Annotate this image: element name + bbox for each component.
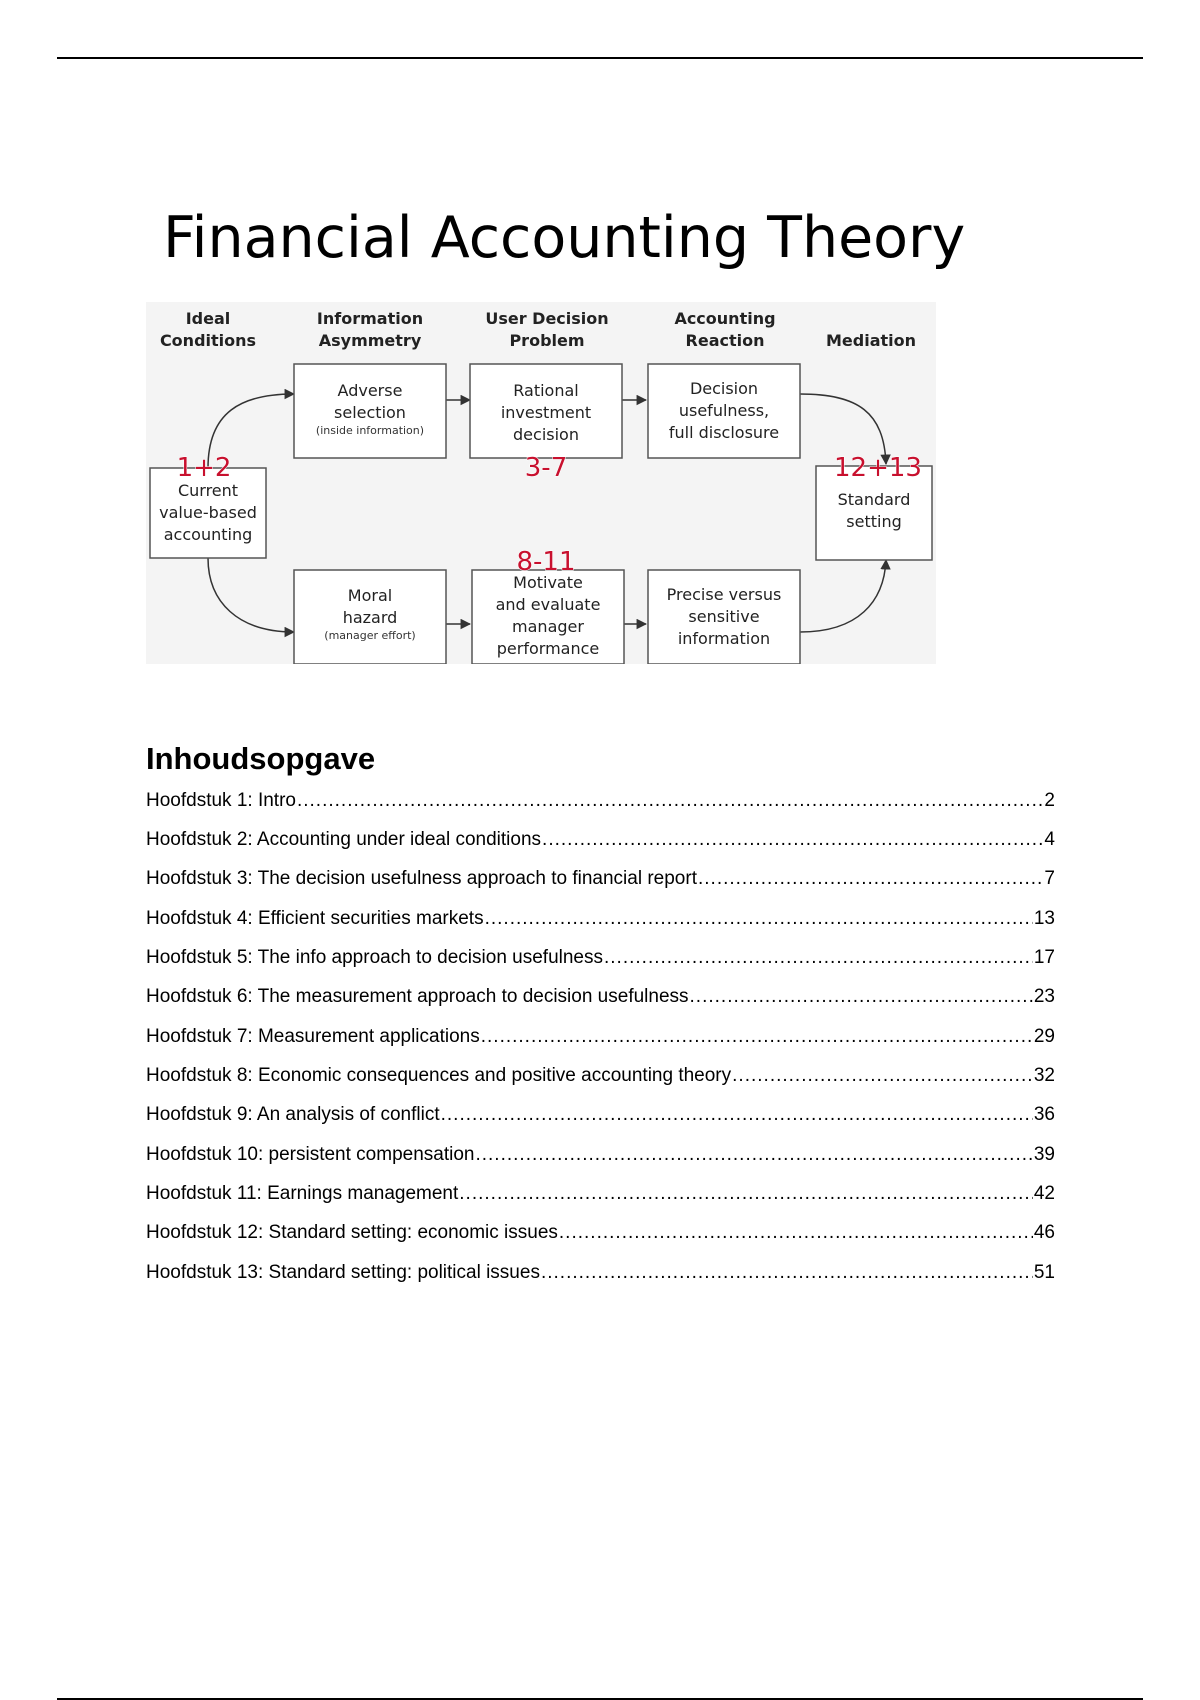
toc-heading: Inhoudsopgave [146,741,376,776]
badge-chapters-8-11: 8-11 [516,547,576,577]
toc-dot-leader [475,1144,1032,1166]
header-user-line2: Problem [509,331,585,350]
precise-line1: Precise versus [666,585,782,604]
moral-line2: hazard [342,608,398,627]
toc-entry[interactable] [146,908,1055,936]
motivate-line4: performance [496,639,600,658]
toc-entry[interactable] [146,829,1055,857]
toc-entry[interactable] [146,790,1055,818]
diagram-svg [146,302,936,664]
header-ideal-line1: Ideal [185,309,231,328]
toc-dot-leader [541,1262,1033,1284]
header-mediation: Mediation [825,331,917,350]
toc-dot-leader [441,1104,1033,1126]
standard-line1: Standard [837,490,911,509]
toc-entry[interactable] [146,986,1055,1014]
toc-entry[interactable] [146,1065,1055,1093]
toc-entry-label: Hoofdstuk 8: Economic consequences and positive accounting theory [146,1065,732,1086]
column-headers [160,309,916,350]
toc-dot-leader [690,986,1033,1008]
box-moral-hazard [294,570,446,664]
toc-entry-label: Hoofdstuk 11: Earnings management [146,1183,459,1204]
box-adverse-selection [294,364,446,458]
rational-line3: decision [513,425,579,444]
adverse-note: (inside information) [315,424,425,437]
toc-entry-label: Hoofdstuk 13: Standard setting: political issues [146,1262,540,1283]
toc-dot-leader [698,868,1043,890]
toc-entry-label: Hoofdstuk 2: Accounting under ideal conditions [146,829,542,850]
box-decision-usefulness [648,364,800,458]
motivate-line3: manager [512,617,584,636]
toc-entry-label: Hoofdstuk 5: The info approach to decision usefulness [146,947,603,968]
toc-entry-page: 39 [1033,1144,1055,1165]
toc-entry[interactable] [146,1222,1055,1250]
header-info-line2: Asymmetry [318,331,422,350]
toc-entry[interactable] [146,1183,1055,1211]
current-line1: Current [177,481,239,500]
toc-entry-page: 51 [1033,1262,1055,1283]
toc-dot-leader [459,1183,1033,1205]
header-ideal-line2: Conditions [159,331,257,350]
toc-dot-leader [559,1222,1033,1244]
toc-entry[interactable] [146,1104,1055,1132]
toc-entry-label: Hoofdstuk 9: An analysis of conflict [146,1104,440,1125]
rational-line2: investment [500,403,592,422]
moral-note: (manager effort) [324,629,416,642]
toc-entry-page: 46 [1033,1222,1055,1243]
toc-entry-page: 17 [1033,947,1055,968]
toc-entry[interactable] [146,1026,1055,1054]
current-line2: value-based [159,503,257,522]
accounting-theory-diagram [146,302,936,664]
decision-line2: usefulness, [678,401,770,420]
toc-dot-leader [604,947,1033,969]
badge-chapters-12-13: 12+13 [834,453,922,483]
header-accounting-line2: Reaction [685,331,765,350]
decision-line3: full disclosure [668,423,780,442]
header-rule [57,57,1143,59]
badge-chapters-3-7: 3-7 [524,453,568,483]
decision-line1: Decision [689,379,759,398]
adverse-line1: Adverse [337,381,403,400]
toc-dot-leader [481,1026,1033,1048]
header-user-line1: User Decision [485,309,609,328]
motivate-line2: and evaluate [495,595,601,614]
motivate-line1: Motivate [513,573,583,592]
toc-entry[interactable] [146,1144,1055,1172]
toc-entry-page: 36 [1033,1104,1055,1125]
toc-entry-page: 4 [1044,829,1055,850]
toc-entry-page: 29 [1033,1026,1055,1047]
moral-line1: Moral [347,586,393,605]
toc-entry[interactable] [146,947,1055,975]
toc-entry-page: 2 [1044,790,1055,811]
toc-entry-page: 32 [1033,1065,1055,1086]
precise-line3: information [677,629,771,648]
toc-entry-label: Hoofdstuk 6: The measurement approach to decision usefulness [146,986,689,1007]
rational-line1: Rational [513,381,579,400]
toc-entry-page: 23 [1033,986,1055,1007]
precise-line2: sensitive [688,607,760,626]
toc-entry[interactable] [146,868,1055,896]
arrow-precise-to-standard [800,560,886,632]
toc-entry-label: Hoofdstuk 3: The decision usefulness approach to financial report [146,868,697,889]
toc-entry-label: Hoofdstuk 4: Efficient securities markets [146,908,484,929]
toc-entry-label: Hoofdstuk 12: Standard setting: economic issues [146,1222,558,1243]
arrow-current-to-moral [208,558,294,632]
header-info-line1: Information [316,309,424,328]
toc-dot-leader [485,908,1033,930]
header-accounting-line1: Accounting [674,309,776,328]
document-title: Financial Accounting Theory [163,205,966,271]
toc-dot-leader [732,1065,1033,1087]
toc-entry-label: Hoofdstuk 7: Measurement applications [146,1026,480,1047]
toc-entry-page: 42 [1033,1183,1055,1204]
toc-entry-label: Hoofdstuk 1: Intro [146,790,296,811]
box-motivate-evaluate [472,570,624,664]
toc-dot-leader [542,829,1043,851]
toc-dot-leader [297,790,1043,812]
toc-entry-label: Hoofdstuk 10: persistent compensation [146,1144,475,1165]
toc-entry-page: 7 [1044,868,1055,889]
toc-entry[interactable] [146,1262,1055,1290]
current-line3: accounting [163,525,253,544]
standard-line2: setting [846,512,902,531]
toc-entry-page: 13 [1033,908,1055,929]
box-rational-decision [470,364,622,458]
badge-chapters-1-2: 1+2 [176,453,232,483]
adverse-line2: selection [334,403,406,422]
box-precise-sensitive [648,570,800,664]
